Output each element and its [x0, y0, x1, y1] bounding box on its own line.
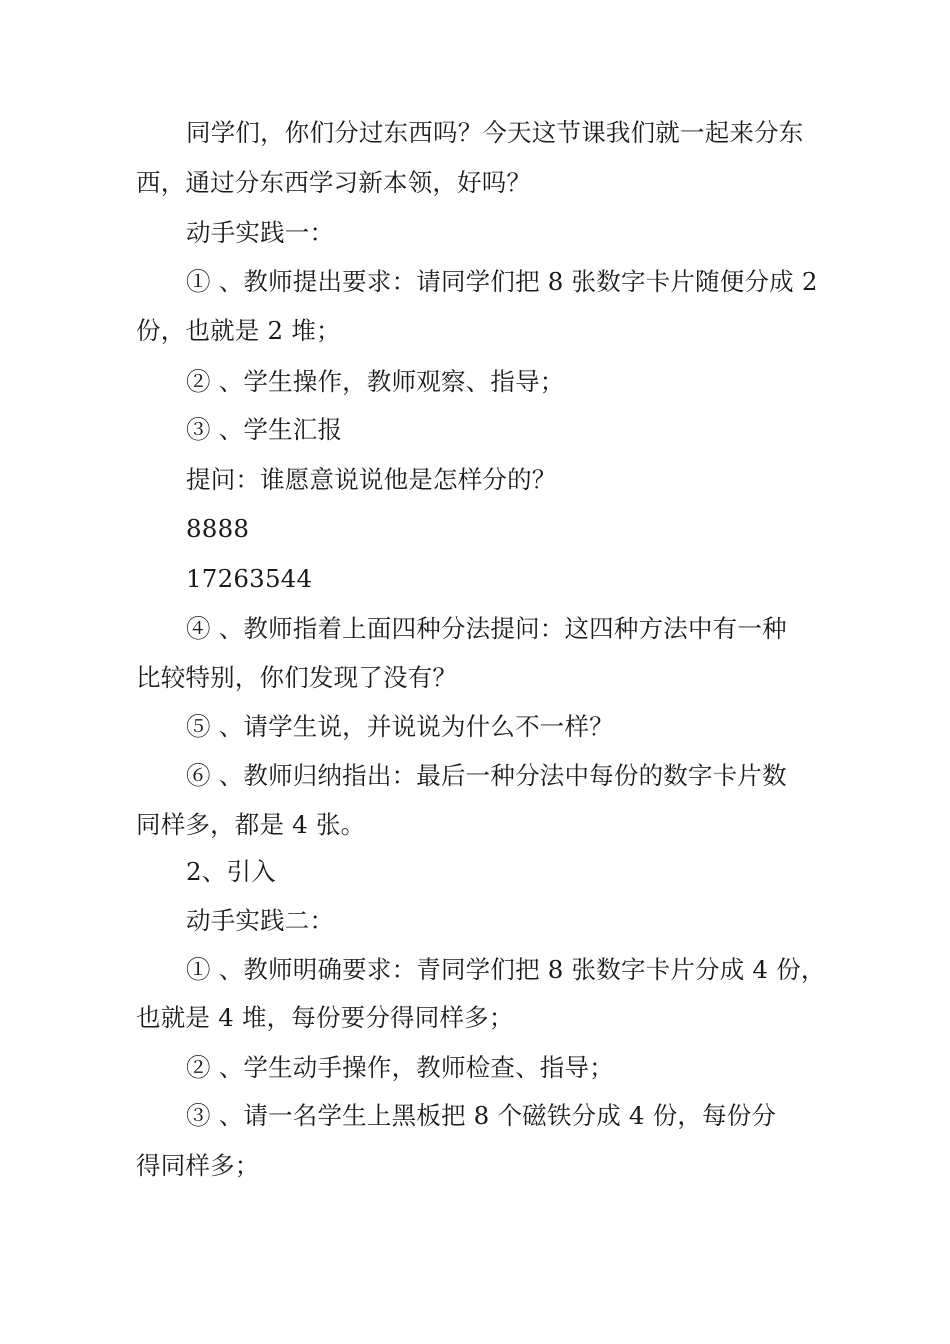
paragraph-line: 比较特别，你们发现了没有？ [136, 663, 458, 692]
section-heading: 动手实践二： [186, 906, 335, 935]
section-heading: 动手实践一： [186, 218, 335, 247]
paragraph-line: 提问：谁愿意说说他是怎样分的？ [186, 465, 557, 494]
paragraph-line: 西，通过分东西学习新本领，好吗？ [136, 168, 532, 197]
paragraph-line: 份，也就是 2 堆； [136, 316, 341, 345]
paragraph-line: ① 、教师提出要求：请同学们把 8 张数字卡片随便分成 2 [186, 267, 818, 296]
section-heading: 2、引入 [186, 857, 276, 886]
number-line: 8888 [186, 514, 250, 543]
paragraph-line: ② 、学生操作，教师观察、指导； [186, 367, 565, 396]
paragraph-line: ⑥ 、教师归纳指出：最后一种分法中每份的数字卡片数 [186, 761, 787, 790]
paragraph-line: ⑤ 、请学生说，并说说为什么不一样？ [186, 712, 614, 741]
paragraph-line: 得同样多； [136, 1151, 260, 1180]
number-line: 17263544 [186, 564, 313, 593]
paragraph-line: ③ 、请一名学生上黑板把 8 个磁铁分成 4 份，每份分 [186, 1101, 777, 1130]
paragraph-line: ④ 、教师指着上面四种分法提问：这四种方法中有一种 [186, 614, 787, 643]
paragraph-line: ① 、教师明确要求：青同学们把 8 张数字卡片分成 4 份， [186, 955, 826, 984]
paragraph-line: ② 、学生动手操作，教师检查、指导； [186, 1053, 614, 1082]
paragraph-line: 同学们，你们分过东西吗？今天这节课我们就一起来分东 [186, 118, 804, 147]
paragraph-line: 同样多，都是 4 张。 [136, 810, 366, 839]
paragraph-line: ③ 、学生汇报 [186, 415, 343, 444]
paragraph-line: 也就是 4 堆，每份要分得同样多； [136, 1003, 514, 1032]
